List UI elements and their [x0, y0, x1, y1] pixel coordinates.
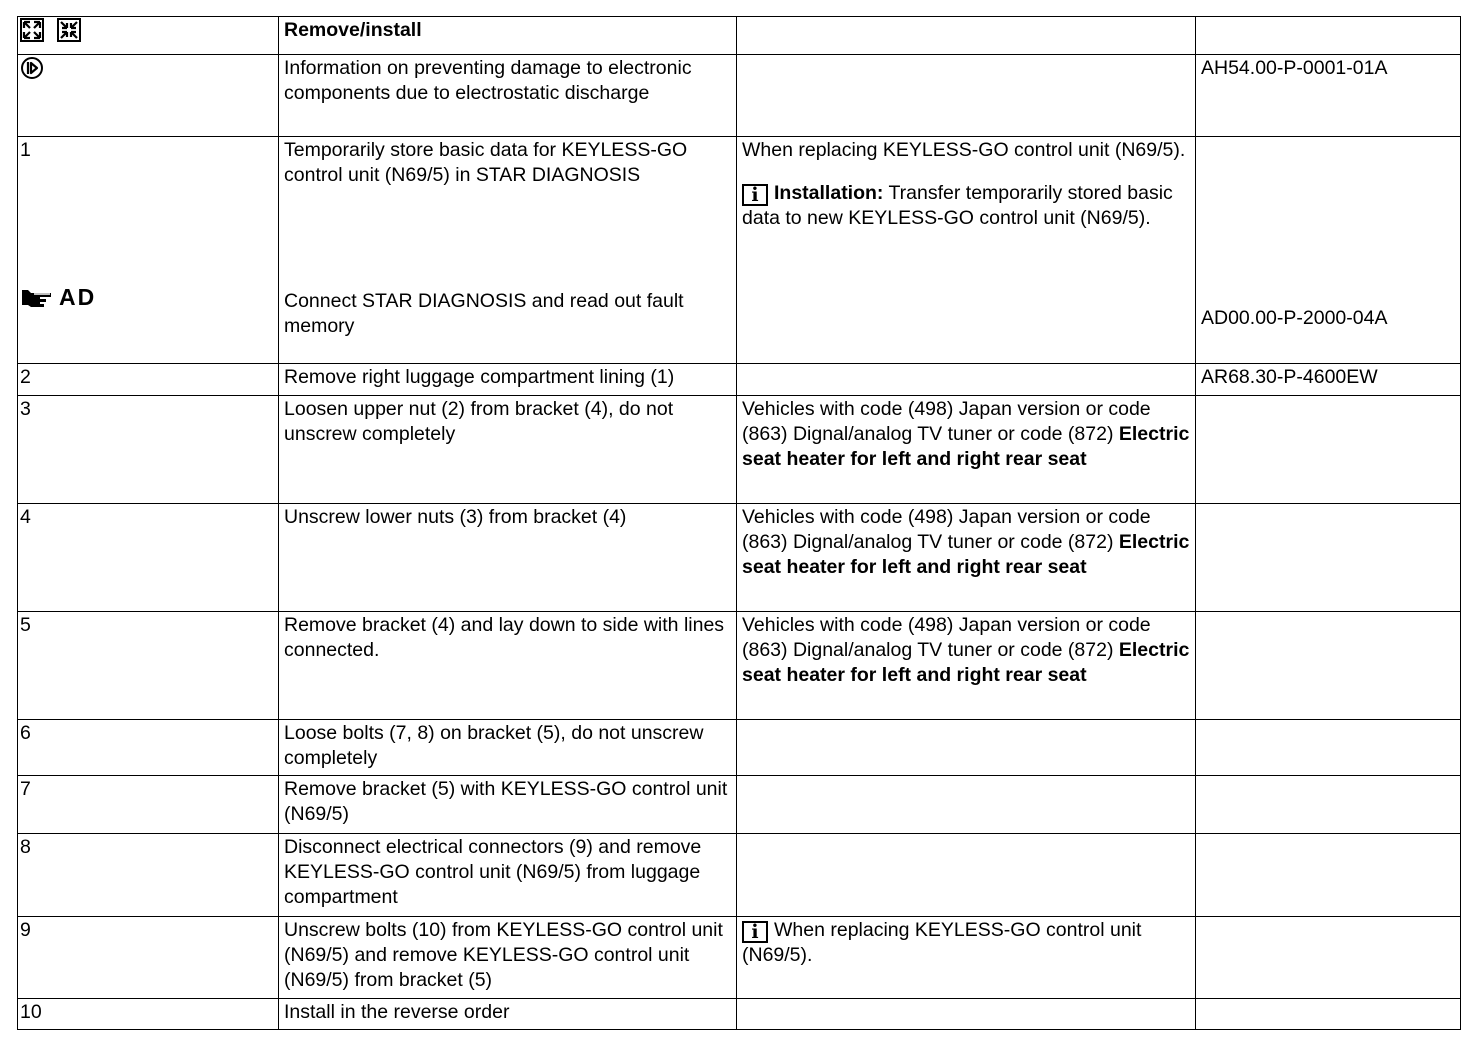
table-row	[18, 396, 1461, 504]
step-text: Unscrew lower nuts (3) from bracket (4)	[279, 504, 737, 612]
step-number: 8	[18, 834, 279, 917]
table-row	[18, 917, 1461, 999]
step-text: Install in the reverse order	[279, 999, 737, 1030]
step-text: Loosen upper nut (2) from bracket (4), do not unscrew completely	[279, 396, 737, 504]
vehicle-note: Vehicles with code (498) Japan version or code (863) Dignal/analog TV tuner or code (872) Electric seat heater for left and right rear seat	[737, 396, 1196, 504]
esd-warning-icon	[20, 56, 44, 80]
step-text: Remove right luggage compartment lining (1)	[279, 364, 737, 396]
step-number: 7	[18, 776, 279, 834]
step-text: Unscrew bolts (10) from KEYLESS-GO control unit (N69/5) and remove KEYLESS-GO control unit (N69/5) from bracket (5)	[279, 917, 737, 999]
step-number: 5	[18, 612, 279, 720]
header-title: Remove/install	[279, 17, 737, 55]
procedure-table	[17, 16, 1461, 1030]
ad-ref[interactable]: AD00.00-P-2000-04A	[1201, 307, 1388, 329]
step-number: 2	[18, 364, 279, 396]
step-note: When replacing KEYLESS-GO control unit (N69/5).	[742, 139, 1186, 161]
step-text: Remove bracket (4) and lay down to side with lines connected.	[279, 612, 737, 720]
vehicle-note: Vehicles with code (498) Japan version or code (863) Dignal/analog TV tuner or code (872) Electric seat heater for left and right rear seat	[737, 612, 1196, 720]
info-icon: i	[742, 184, 768, 206]
step-text: Loose bolts (7, 8) on bracket (5), do not unscrew completely	[279, 720, 737, 776]
installation-note: i Installation: Transfer temporarily stored basic data to new KEYLESS-GO control unit (N69/5).	[742, 182, 1173, 229]
esd-ref[interactable]: AH54.00-P-0001-01A	[1196, 55, 1461, 137]
step-text: Temporarily store basic data for KEYLESS-GO control unit (N69/5) in STAR DIAGNOSIS	[284, 139, 688, 186]
esd-row	[18, 55, 1461, 137]
expand-all-icon[interactable]	[20, 18, 44, 42]
vehicle-note: Vehicles with code (498) Japan version or code (863) Dignal/analog TV tuner or code (872) Electric seat heater for left and right rear seat	[737, 504, 1196, 612]
step-ref[interactable]: AR68.30-P-4600EW	[1196, 364, 1461, 396]
table-row	[18, 834, 1461, 917]
step-number: 3	[18, 396, 279, 504]
table-row	[18, 137, 1461, 364]
info-icon: i	[742, 921, 768, 943]
step-number: 1	[20, 139, 31, 161]
collapse-all-icon[interactable]	[57, 18, 81, 42]
pointing-hand-icon	[20, 286, 56, 310]
esd-text: Information on preventing damage to electronic components due to electrostatic discharge	[279, 55, 737, 137]
table-row	[18, 612, 1461, 720]
step-number: 9	[18, 917, 279, 999]
step-number: 6	[18, 720, 279, 776]
table-row	[18, 720, 1461, 776]
table-row	[18, 504, 1461, 612]
step-note: i When replacing KEYLESS-GO control unit (N69/5).	[737, 917, 1196, 999]
table-row	[18, 776, 1461, 834]
step-number: 4	[18, 504, 279, 612]
table-row	[18, 999, 1461, 1030]
step-text: Disconnect electrical connectors (9) and remove KEYLESS-GO control unit (N69/5) from luggage compartment	[279, 834, 737, 917]
step-number: 10	[18, 999, 279, 1030]
ad-text: Connect STAR DIAGNOSIS and read out fault memory	[284, 290, 684, 337]
header-row	[18, 17, 1461, 55]
step-text: Remove bracket (5) with KEYLESS-GO control unit (N69/5)	[279, 776, 737, 834]
header-icons-cell	[18, 17, 279, 55]
table-row	[18, 364, 1461, 396]
ad-label: AD	[20, 285, 273, 310]
